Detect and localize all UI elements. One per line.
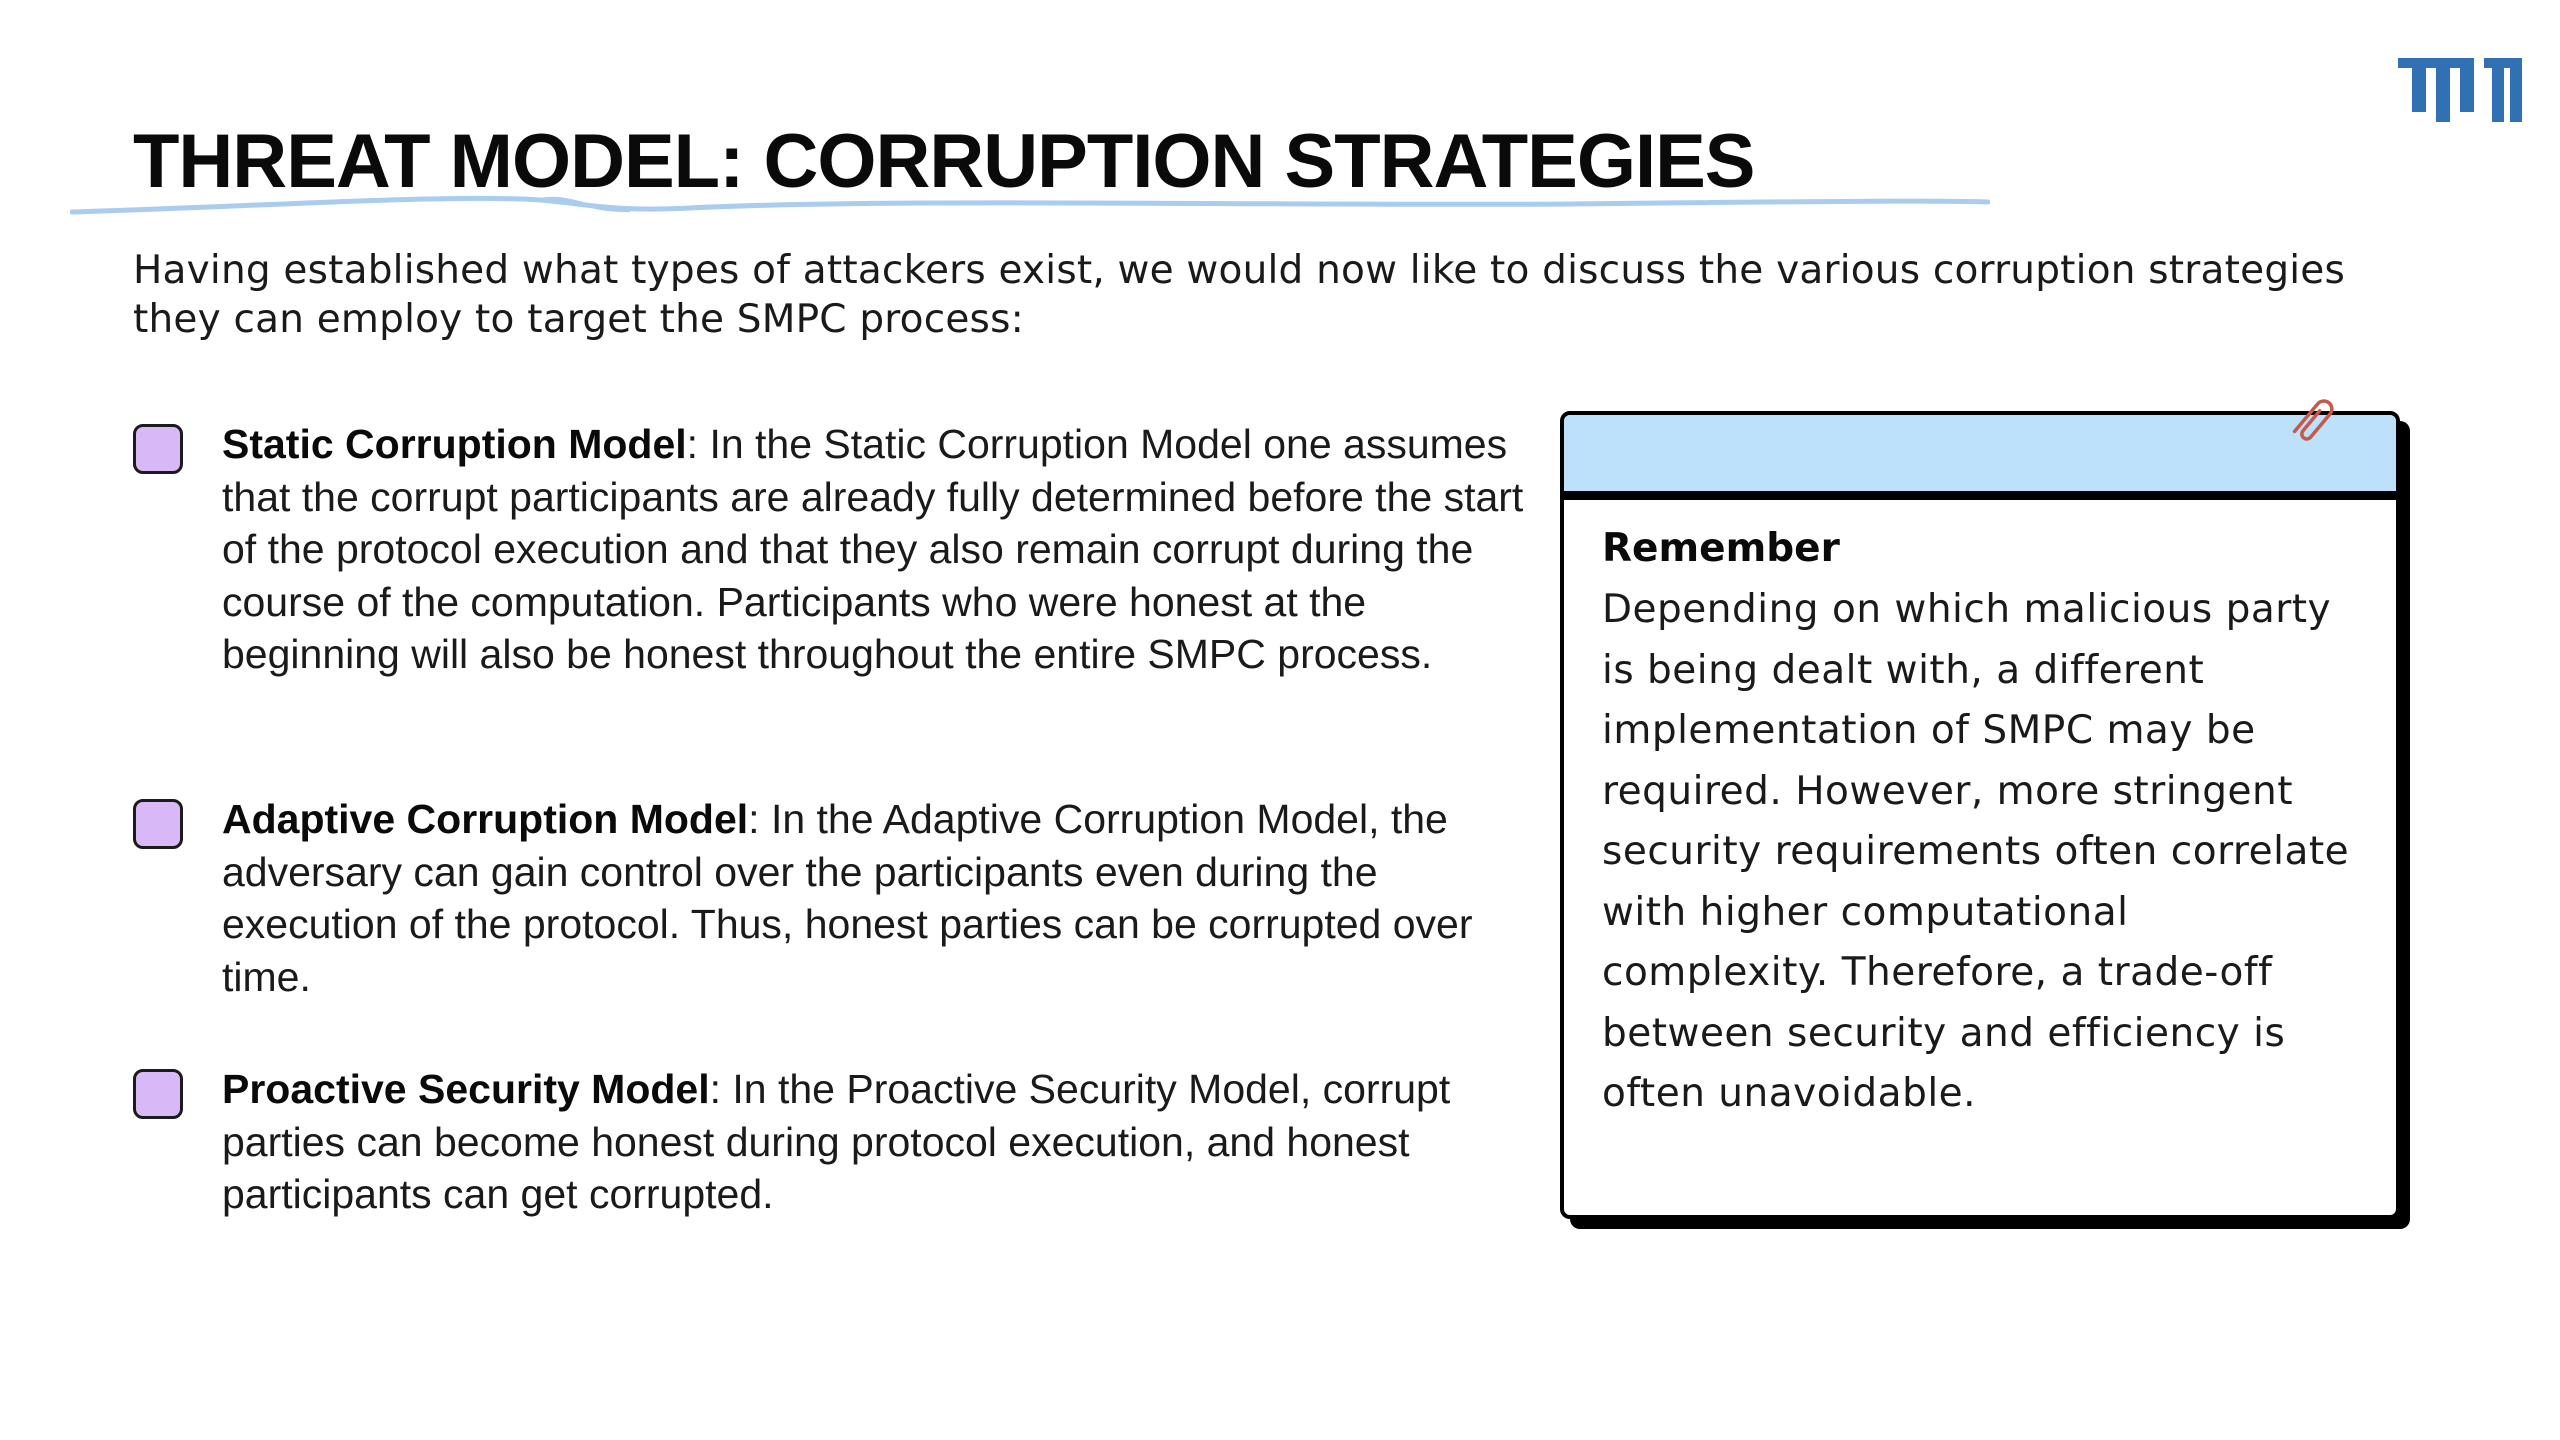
bullet-text bbox=[222, 418, 1533, 681]
note-card-body bbox=[1564, 500, 2396, 1125]
note-card bbox=[1560, 411, 2400, 1219]
bullet-term: Adaptive Corruption Model bbox=[222, 796, 749, 842]
bullet-description: : In the Static Corruption Model one assumes that the corrupt participants are already fully determined before the start of the protocol execution and that they also remain corrupt during the course of the computation. Participants who were honest at the beginning will also be honest throughout the entire SMPC process. bbox=[222, 421, 1524, 677]
note-title: Remember bbox=[1602, 526, 1840, 571]
bullet-text bbox=[222, 793, 1533, 1003]
note-card-header bbox=[1564, 415, 2396, 500]
bullet-proactive-security bbox=[133, 1063, 1533, 1221]
checkbox-icon bbox=[133, 1069, 183, 1119]
checkbox-icon bbox=[133, 799, 183, 849]
title-underline-decoration bbox=[70, 190, 1990, 224]
intro-text: Having established what types of attackers exist, we would now like to discuss the various corruption strategies they can employ to target the SMPC process: bbox=[133, 248, 2346, 342]
bullet-description: : In the Adaptive Corruption Model, the adversary can gain control over the participants even during the execution of the protocol. Thus, honest parties can be corrupted over time. bbox=[222, 796, 1473, 1000]
bullet-text bbox=[222, 1063, 1533, 1221]
paperclip-icon bbox=[2282, 390, 2342, 450]
bullet-term: Proactive Security Model bbox=[222, 1066, 710, 1112]
bullet-term: Static Corruption Model bbox=[222, 421, 687, 467]
note-text: Depending on which malicious party is being dealt with, a different implementation of SMPC may be required. However, more stringent security requirements often correlate with higher computational complexity. Therefore, a trade-off between security and efficiency is often unavoidable. bbox=[1602, 587, 2350, 1116]
bullet-description: : In the Proactive Security Model, corrupt parties can become honest during protocol execution, and honest participants can get corrupted. bbox=[222, 1066, 1451, 1217]
bullet-static-corruption bbox=[133, 418, 1533, 681]
tum-logo bbox=[2398, 58, 2522, 122]
checkbox-icon bbox=[133, 424, 183, 474]
bullet-adaptive-corruption bbox=[133, 793, 1533, 1003]
page-title: THREAT MODEL: CORRUPTION STRATEGIES bbox=[133, 119, 1755, 204]
